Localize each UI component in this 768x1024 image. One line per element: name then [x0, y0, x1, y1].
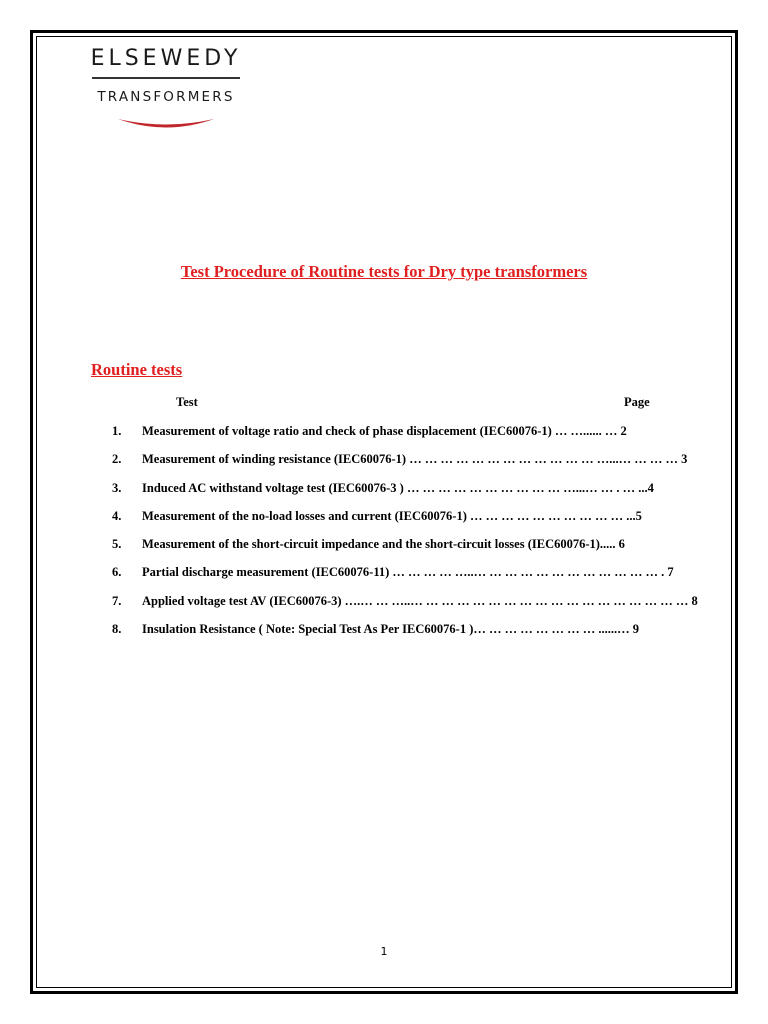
table-of-contents: [112, 423, 698, 649]
toc-item[interactable]: [112, 621, 692, 649]
toc-item-number: 7.: [112, 593, 122, 608]
toc-item[interactable]: [112, 536, 692, 564]
toc-item-text: Measurement of winding resistance (IEC60076-1) … … … … … … … … … … … … …...… … … … 3: [142, 452, 688, 467]
toc-item-text: Insulation Resistance ( Note: Special Test As Per IEC60076-1 )… … … … … … … … ......… 9: [142, 622, 639, 637]
toc-item-number: 2.: [112, 452, 122, 467]
logo-divider: [92, 77, 240, 79]
logo-wordmark-bottom: TRANSFORMERS: [97, 89, 235, 105]
toc-item[interactable]: [112, 564, 692, 592]
toc-item-text: Partial discharge measurement (IEC60076-11) … … … … …..… … … … … … … … … … … … . 7: [142, 565, 674, 580]
column-header-page: Page: [624, 395, 650, 409]
toc-item[interactable]: [112, 423, 692, 451]
toc-item[interactable]: [112, 480, 692, 508]
logo-wordmark-top: ELSEWEDY: [90, 46, 242, 71]
toc-item-text: Applied voltage test AV (IEC60076-3) ….… … …..… … … … … … … … … … … … … … … … … … 8: [142, 593, 698, 608]
toc-item-text: Measurement of voltage ratio and check of phase displacement (IEC60076-1) … …...... … 2: [142, 424, 627, 438]
toc-item-number: 6.: [112, 565, 122, 580]
toc-item-number: 5.: [112, 537, 122, 552]
toc-item[interactable]: [112, 593, 698, 621]
toc-item-number: 4.: [112, 508, 122, 523]
page-number: 1: [380, 945, 388, 958]
column-header-test: Test: [176, 395, 198, 409]
toc-item-text: Measurement of the no-load losses and current (IEC60076-1) … … … … … … … … … … ...5: [142, 508, 642, 523]
toc-item-number: 8.: [112, 622, 122, 637]
company-logo: [90, 44, 242, 136]
toc-item-text: Measurement of the short-circuit impedance and the short-circuit losses (IEC60076-1)..... 6: [142, 537, 625, 552]
document-title: Test Procedure of Routine tests for Dry type transformers: [180, 262, 588, 281]
toc-item-text: Induced AC withstand voltage test (IEC60076-3 ) … … … … … … … … … … …...… … . … ...4: [142, 480, 654, 495]
toc-item[interactable]: [112, 451, 692, 479]
toc-item-number: 1.: [112, 424, 122, 438]
section-heading: Routine tests: [91, 360, 183, 379]
toc-item-number: 3.: [112, 480, 122, 495]
toc-item[interactable]: [112, 508, 692, 536]
logo-swoosh-icon: [116, 116, 216, 132]
